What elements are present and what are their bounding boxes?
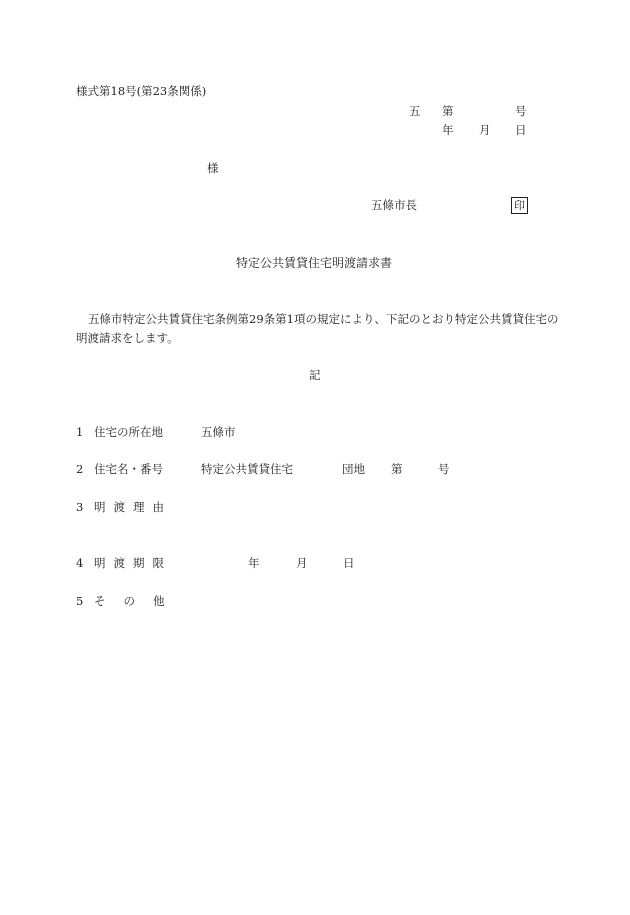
doc-number-gou: 号	[515, 104, 527, 118]
item-dai: 第	[391, 462, 403, 476]
document-title: 特定公共賃貸住宅明渡請求書	[236, 256, 393, 270]
ki-heading: 記	[309, 368, 321, 382]
body-paragraph: 五條市特定公共賃貸住宅条例第29条第1項の規定により、下記のとおり特定公共賃貸住宅の明渡請求をします。	[76, 312, 559, 345]
item-number: 3	[76, 500, 84, 514]
item-danchi: 団地	[342, 462, 365, 476]
item-number: 2	[76, 462, 84, 476]
item-gou: 号	[438, 462, 450, 476]
item-label: 明渡期限	[94, 556, 172, 570]
item-number: 1	[76, 425, 84, 439]
item-year: 年	[248, 556, 260, 570]
date-month: 月	[479, 123, 491, 137]
date-day: 日	[515, 123, 527, 137]
item-value: 特定公共賃貸住宅	[201, 462, 293, 476]
item-label: その他	[94, 594, 183, 608]
item-label: 住宅の所在地	[94, 425, 163, 439]
seal-mark: 印	[511, 197, 528, 214]
doc-number-prefix: 五	[409, 104, 421, 118]
item-day: 日	[343, 556, 355, 570]
item-label: 住宅名・番号	[94, 462, 163, 476]
form-number: 様式第18号(第23条関係)	[76, 84, 207, 98]
doc-number-dai: 第	[442, 104, 454, 118]
item-number: 4	[76, 556, 84, 570]
item-number: 5	[76, 594, 84, 608]
item-month: 月	[296, 556, 308, 570]
issuer-name: 五條市長	[371, 198, 417, 212]
item-label: 明渡理由	[94, 500, 172, 514]
addressee-suffix: 様	[207, 161, 219, 175]
date-year: 年	[442, 123, 454, 137]
item-value: 五條市	[201, 425, 236, 439]
